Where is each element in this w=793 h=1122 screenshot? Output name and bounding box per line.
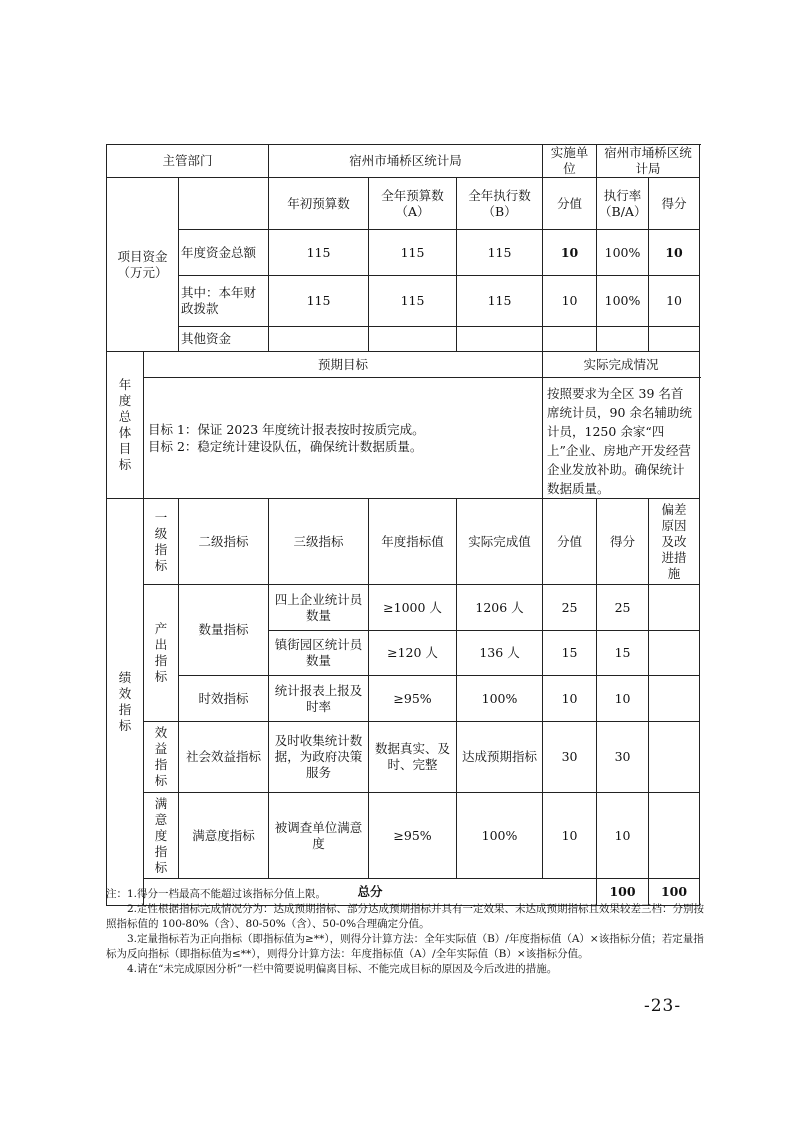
col-score: 得分 [649, 178, 700, 230]
actual-completion-text: 按照要求为全区 39 名首席统计员，90 余名辅助统计员，1250 余家“四上”企业、房地产开发经营企业发放补助。确保统计数据质量。 [543, 378, 700, 499]
indicator-deviation [649, 793, 700, 879]
funds-cell: 115 [269, 230, 369, 276]
funds-cell: 115 [369, 276, 457, 327]
indicator-score: 30 [597, 722, 649, 793]
col-score: 得分 [597, 499, 649, 585]
funds-cell: 100% [597, 230, 649, 276]
funds-cell: 10 [649, 230, 700, 276]
indicator-target: ≥120 人 [369, 631, 457, 676]
col-score-value: 分值 [543, 178, 597, 230]
indicator-score-value: 25 [543, 585, 597, 631]
funds-label: 项目资金（万元） [107, 178, 179, 352]
expected-goals [144, 378, 543, 499]
indicator-name: 统计报表上报及时率 [269, 676, 369, 722]
funds-cell [269, 327, 369, 352]
sub-social: 社会效益指标 [179, 722, 269, 793]
performance-table [106, 144, 700, 906]
funds-row-name: 年度资金总额 [179, 230, 269, 276]
indicator-target: ≥95% [369, 793, 457, 879]
indicator-deviation [649, 722, 700, 793]
indicator-actual: 1206 人 [457, 585, 543, 631]
col-actual: 实际完成值 [457, 499, 543, 585]
indicator-target: ≥1000 人 [369, 585, 457, 631]
perf-label: 绩效指标 [107, 499, 144, 906]
funds-cell: 115 [269, 276, 369, 327]
col-executed: 全年执行数（B） [457, 178, 543, 230]
col-exec-rate: 执行率（B/A） [597, 178, 649, 230]
indicator-target: 数据真实、及时、完整 [369, 722, 457, 793]
footnotes [106, 887, 706, 977]
indicator-name: 及时收集统计数据，为政府决策服务 [269, 722, 369, 793]
col-initial-budget: 年初预算数 [269, 178, 369, 230]
indicator-score: 15 [597, 631, 649, 676]
funds-cell: 10 [649, 276, 700, 327]
funds-cell: 10 [543, 230, 597, 276]
indicator-deviation [649, 631, 700, 676]
dept-label: 主管部门 [107, 145, 269, 178]
dept-value: 宿州市埇桥区统计局 [269, 145, 543, 178]
total-score-value: 100 [597, 879, 649, 906]
total-score: 100 [649, 879, 700, 906]
funds-cell: 115 [457, 276, 543, 327]
col-annual-budget: 全年预算数（A） [369, 178, 457, 230]
col-level3: 三级指标 [269, 499, 369, 585]
actual-completion-header: 实际完成情况 [543, 352, 700, 378]
funds-cell [369, 327, 457, 352]
indicator-score: 10 [597, 793, 649, 879]
col-score-value: 分值 [543, 499, 597, 585]
indicator-score: 25 [597, 585, 649, 631]
total-label: 总分 [144, 879, 597, 906]
col-level2: 二级指标 [179, 499, 269, 585]
expected-goal-header: 预期目标 [144, 352, 543, 378]
group-output: 产出指标 [144, 585, 179, 722]
goals-label: 年度总体目标 [107, 352, 144, 499]
funds-cell [597, 327, 649, 352]
funds-cell [649, 327, 700, 352]
indicator-target: ≥95% [369, 676, 457, 722]
footnote: 3.定量指标若为正向指标（即指标值为≥**），则得分计算方法：全年实际值（B）/年度指标值（A）×该指标分值；若定量指标为反向指标（即指标值为≤**），则得分计算方法：年度指标值（A）/全年实际值（B）×该指标分值。 [106, 933, 704, 960]
sub-satisfaction: 满意度指标 [179, 793, 269, 879]
indicator-deviation [649, 585, 700, 631]
indicator-name: 四上企业统计员数量 [269, 585, 369, 631]
indicator-score-value: 15 [543, 631, 597, 676]
funds-cell [457, 327, 543, 352]
impl-value: 宿州市埇桥区统计局 [597, 145, 700, 178]
funds-cell [543, 327, 597, 352]
footnote: 4.请在“未完成原因分析”一栏中简要说明偏离目标、不能完成目标的原因及今后改进的措施。 [127, 963, 558, 975]
funds-cell: 115 [457, 230, 543, 276]
sub-timeliness: 时效指标 [179, 676, 269, 722]
funds-row-name: 其中：本年财政拨款 [179, 276, 269, 327]
indicator-actual: 100% [457, 676, 543, 722]
col-level1: 一级指标 [144, 499, 179, 585]
expected-goal-item: 目标 2：稳定统计建设队伍，确保统计数据质量。 [148, 439, 423, 454]
footnote: 2.定性根据指标完成情况分为：达成预期指标、部分达成预期指标并具有一定效果、未达成预期指标且效果较差三档：分别按照指标值的 100-80%（含）、80-50%（含）、50-0%合理确定分值。 [106, 903, 705, 930]
indicator-actual: 达成预期指标 [457, 722, 543, 793]
indicator-actual: 100% [457, 793, 543, 879]
group-satisfaction: 满意度指标 [144, 793, 179, 879]
expected-goal-item: 目标 1：保证 2023 年度统计报表按时按质完成。 [148, 422, 425, 437]
funds-cell: 10 [543, 276, 597, 327]
indicator-score-value: 10 [543, 676, 597, 722]
indicator-score: 10 [597, 676, 649, 722]
indicator-name: 镇街园区统计员数量 [269, 631, 369, 676]
page-number: -23- [644, 996, 682, 1016]
indicator-name: 被调查单位满意度 [269, 793, 369, 879]
funds-cell: 100% [597, 276, 649, 327]
funds-row-name: 其他资金 [179, 327, 269, 352]
sub-quantity: 数量指标 [179, 585, 269, 676]
col-deviation: 偏差原因及改进措施 [649, 499, 700, 585]
footnote: 注：1.得分一档最高不能超过该指标分值上限。 [106, 888, 327, 900]
indicator-score-value: 10 [543, 793, 597, 879]
indicator-actual: 136 人 [457, 631, 543, 676]
funds-blank-cell [179, 178, 269, 230]
funds-cell: 115 [369, 230, 457, 276]
impl-label: 实施单位 [543, 145, 597, 178]
group-benefit: 效益指标 [144, 722, 179, 793]
indicator-score-value: 30 [543, 722, 597, 793]
indicator-deviation [649, 676, 700, 722]
col-target: 年度指标值 [369, 499, 457, 585]
